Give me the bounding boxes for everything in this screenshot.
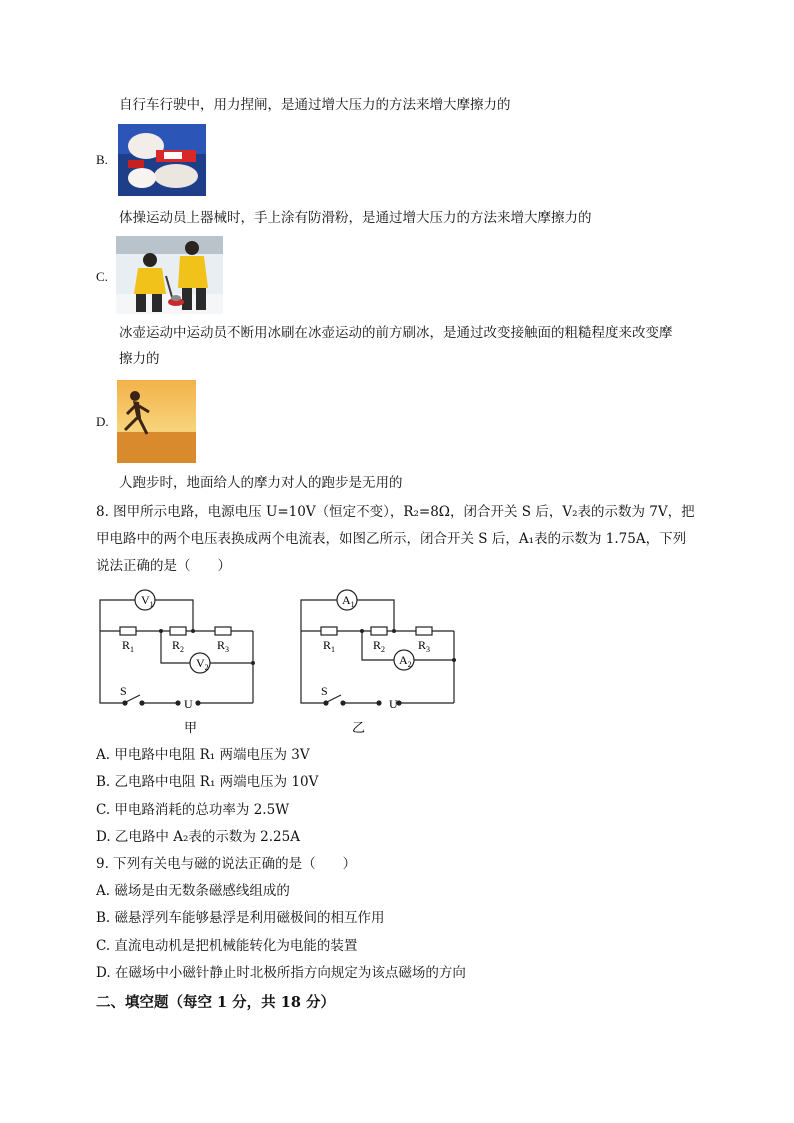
q7-option-b-letter: B. <box>96 152 108 167</box>
q9-option-a: A. 磁场是由无数条磁感线组成的 <box>96 883 290 899</box>
q8-option-a: A. 甲电路中电阻 R₁ 两端电压为 3V <box>96 747 310 763</box>
q7-option-d-text: 人跑步时，地面给人的摩力对人的跑步是无用的 <box>119 475 403 491</box>
jia-r2-label: $R_2$ <box>172 638 185 654</box>
yi-meter-a2-label: $A_2$ <box>399 653 412 669</box>
q7-option-a-text: 自行车行驶中，用力捏闸，是通过增大压力的方法来增大摩擦力的 <box>119 97 511 113</box>
yi-meter-a1-label: $A_1$ <box>342 593 355 609</box>
jia-r3-label: $R_3$ <box>217 638 230 654</box>
section-two-heading: 二、填空题（每空 1 分，共 18 分） <box>96 994 335 1011</box>
q7-option-c-text-line1: 冰壶运动中运动员不断用冰刷在冰壶运动的前方刷冰，是通过改变接触面的粗糙程度来改变摩 <box>119 325 673 341</box>
gymnast-hands-photo <box>118 124 206 196</box>
q7-option-c-letter: C. <box>96 269 108 284</box>
yi-caption: 乙 <box>352 720 366 735</box>
yi-source-label: U <box>389 697 398 711</box>
yi-switch-label: S <box>321 684 328 698</box>
jia-meter-v2-label: $V_2$ <box>196 656 209 672</box>
curling-photo <box>116 236 223 314</box>
q9-option-b: B. 磁悬浮列车能够悬浮是利用磁极间的相互作用 <box>96 910 385 926</box>
jia-caption: 甲 <box>184 720 198 735</box>
jia-source-label: U <box>184 697 193 711</box>
jia-r1-label: $R_1$ <box>122 638 135 654</box>
yi-r1-label: $R_1$ <box>323 638 336 654</box>
q8-option-d: D. 乙电路中 A₂表的示数为 2.25A <box>96 829 300 845</box>
circuit-diagram-yi <box>291 585 471 740</box>
q8-option-c: C. 甲电路消耗的总功率为 2.5W <box>96 802 290 818</box>
q7-option-d-letter: D. <box>96 414 109 429</box>
q7-option-b-text: 体操运动员上器械时，手上涂有防滑粉，是通过增大压力的方法来增大摩擦力的 <box>119 210 592 226</box>
runner-sunset-photo <box>117 380 196 463</box>
jia-meter-v1-label: $V_1$ <box>141 593 154 609</box>
q9-option-d: D. 在磁场中小磁针静止时北极所指方向规定为该点磁场的方向 <box>96 965 466 981</box>
q9-option-c: C. 直流电动机是把机械能转化为电能的装置 <box>96 938 358 954</box>
yi-r3-label: $R_3$ <box>418 638 431 654</box>
yi-r2-label: $R_2$ <box>373 638 386 654</box>
q9-stem: 9. 下列有关电与磁的说法正确的是（ ） <box>96 856 357 872</box>
q8-option-b: B. 乙电路中电阻 R₁ 两端电压为 10V <box>96 774 319 790</box>
jia-switch-label: S <box>120 684 127 698</box>
q8-stem-line2: 甲电路中的两个电压表换成两个电流表，如图乙所示，闭合开关 S 后，A₁表的示数为 1.75A，下列 <box>96 531 687 547</box>
circuit-diagram-jia <box>90 585 270 740</box>
q7-option-c-text-line2: 擦力的 <box>119 351 160 367</box>
q8-stem-line1: 8. 图甲所示电路，电源电压 U=10V（恒定不变），R₂=8Ω，闭合开关 S 后，V₂表的示数为 7V，把 <box>96 504 695 520</box>
q8-stem-line3: 说法正确的是（ ） <box>96 558 231 574</box>
q7-option-c-text <box>119 320 719 372</box>
